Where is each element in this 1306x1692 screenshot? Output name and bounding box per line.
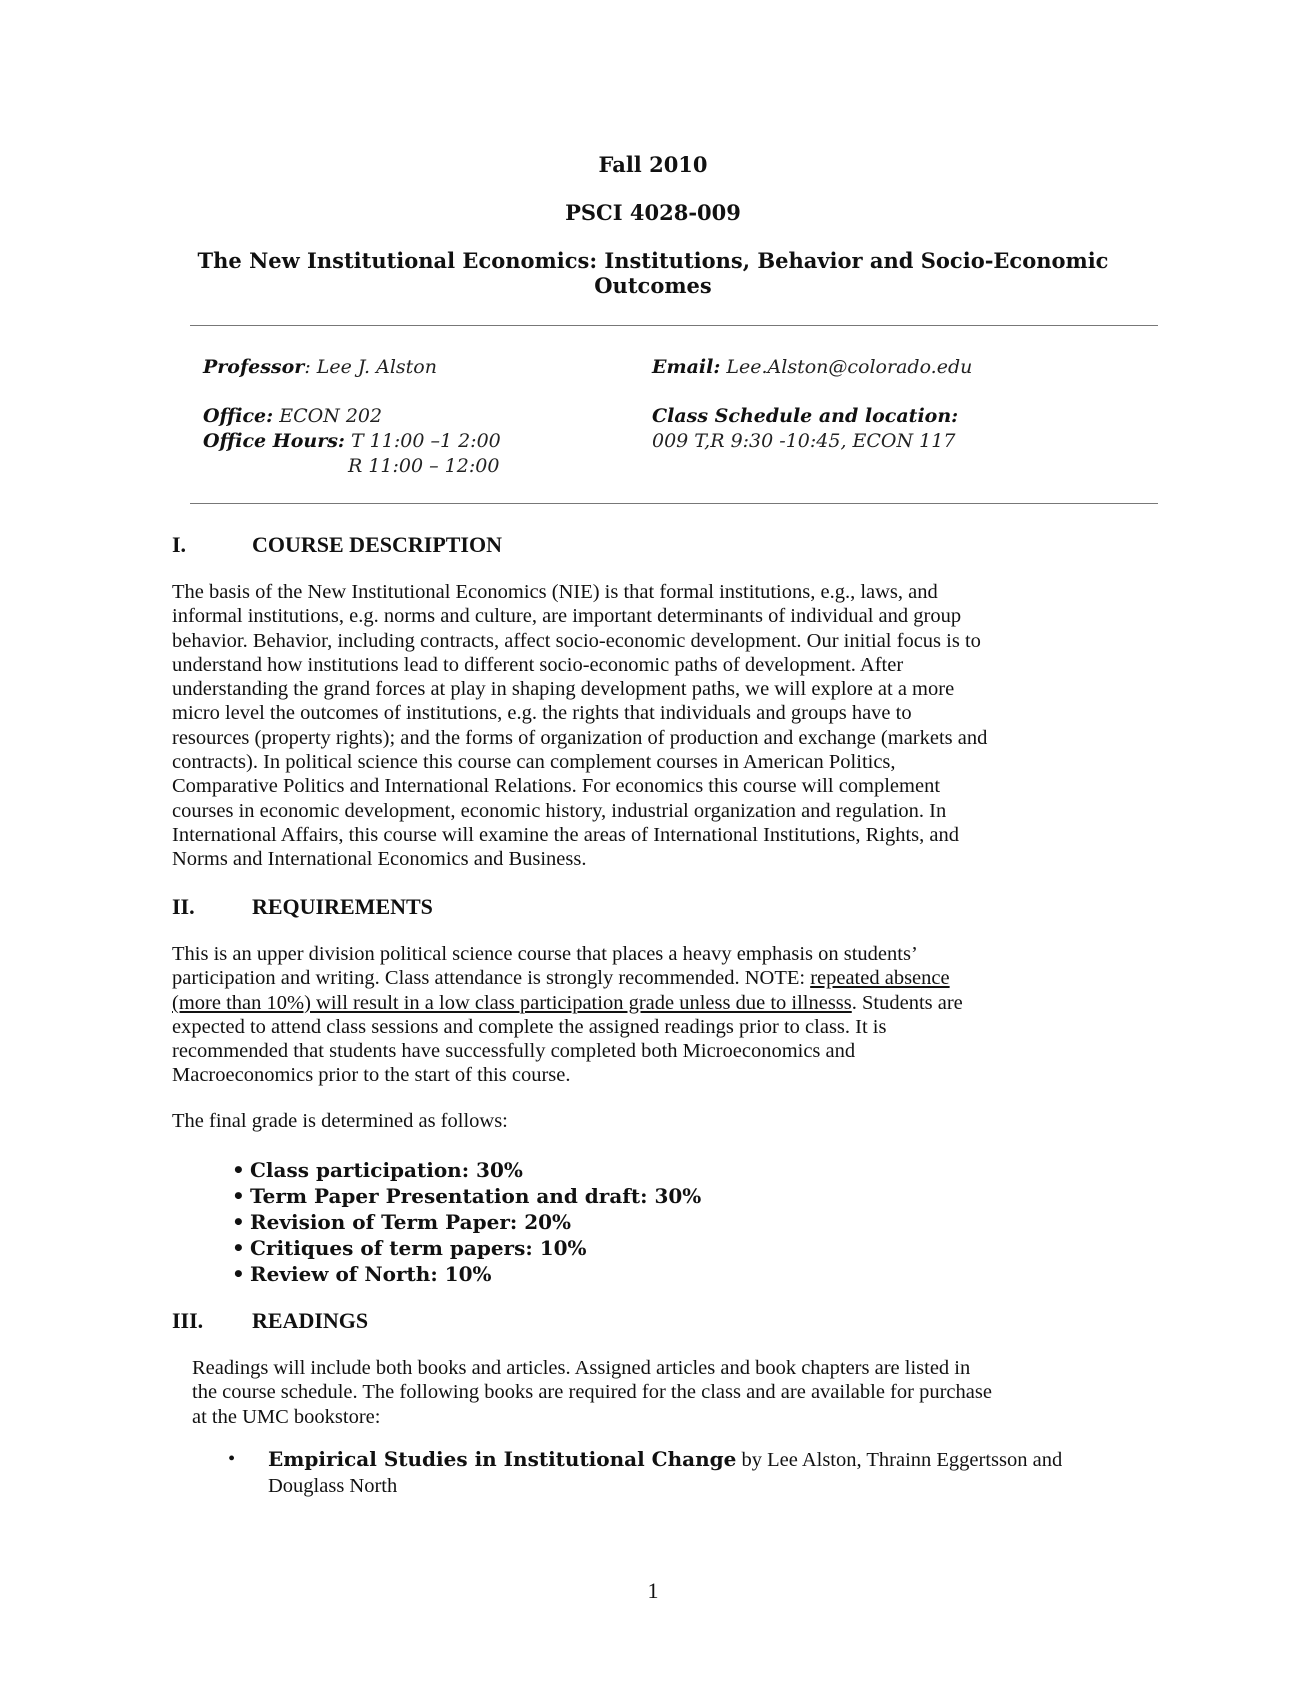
paragraph-line: understand how institutions lead to different socio-economic paths of development. After [172,653,904,676]
office-info [203,404,501,479]
course-title [0,248,1306,298]
page-number: 1 [647,1578,659,1603]
section-number: II. [172,894,195,919]
section-requirements [172,894,433,920]
bottom-divider [190,503,1158,504]
list-item: • Class participation: 30% [232,1157,701,1183]
paragraph-line: The basis of the New Institutional Economics (NIE) is that formal institutions, e.g., laws, and [172,581,938,603]
section-course-description [172,532,502,558]
section-readings [172,1308,368,1334]
course-code-heading: PSCI 4028-009 [565,200,741,225]
list-item: • Term Paper Presentation and draft: 30% [232,1183,701,1209]
required-book-item [228,1446,1128,1499]
course-description-paragraph [172,580,1122,872]
office-hours-value-1: T 11:00 –1 2:00 [344,430,501,452]
section-title: READINGS [252,1308,369,1333]
professor-label: Professor [203,356,305,378]
term-heading: Fall 2010 [598,152,708,177]
course-title-line-2: Outcomes [594,273,712,298]
paragraph-line: Norms and International Economics and Business. [172,848,587,871]
paragraph-line: micro level the outcomes of institutions, e.g. the rights that individuals and groups have to [172,702,912,725]
paragraph-line: contracts). In political science this course can complement courses in American Politics, [172,751,896,774]
paragraph-line: at the UMC bookstore: [192,1405,381,1428]
requirements-paragraph [172,942,1122,1088]
section-number: I. [172,532,187,557]
schedule-info [652,404,958,454]
paragraph-line: Readings will include both books and articles. Assigned articles and book chapters are listed in [192,1357,971,1379]
paragraph-line: expected to attend class sessions and complete the assigned readings prior to class. It is [172,1015,887,1038]
readings-paragraph [192,1356,1142,1429]
book-title: Empirical Studies in Institutional Change [268,1447,737,1471]
office-label: Office: [203,405,274,427]
attendance-warning-cont: (more than 10%) will result in a low class participation grade unless due to illnesss [172,991,852,1014]
grade-intro: The final grade is determined as follows: [172,1110,508,1132]
professor-info [203,355,437,380]
paragraph-line: This is an upper division political science course that places a heavy emphasis on students’ [172,943,918,965]
paragraph-line: (more than 10%) will result in a low class participation grade unless due to illnesss. Students are [172,991,963,1014]
email-info [652,355,972,380]
book-authors: by Lee Alston, Thrainn Eggertsson and [736,1449,1063,1471]
bullet-glyph: • [228,1448,236,1470]
list-item: • Review of North: 10% [232,1261,701,1287]
section-number: III. [172,1308,204,1333]
top-divider [190,325,1158,326]
book-authors-cont: Douglass North [268,1475,398,1497]
office-hours-label: Office Hours: [203,430,345,452]
grade-breakdown-list [232,1157,701,1287]
office-hours-value-2: R 11:00 – 12:00 [348,455,500,477]
list-item: • Critiques of term papers: 10% [232,1235,701,1261]
schedule-label: Class Schedule and location: [652,405,959,427]
office-value: ECON 202 [273,405,383,427]
list-item: • Revision of Term Paper: 20% [232,1209,701,1235]
section-title: COURSE DESCRIPTION [252,532,502,557]
attendance-warning: repeated absence [810,967,950,990]
course-title-line-1: The New Institutional Economics: Institutions, Behavior and Socio-Economic [197,248,1109,273]
paragraph-line: participation and writing. Class attendance is strongly recommended. NOTE: repeated absence [172,967,950,990]
paragraph-line: recommended that students have successfully completed both Microeconomics and [172,1040,856,1063]
paragraph-line: International Affairs, this course will examine the areas of International Institutions, Rights, and [172,823,959,846]
paragraph-line: understanding the grand forces at play in shaping development paths, we will explore at a more [172,678,955,701]
professor-value: : Lee J. Alston [304,356,437,378]
paragraph-line: behavior. Behavior, including contracts, affect socio-economic development. Our initial focus is to [172,629,981,652]
paragraph-line: resources (property rights); and the forms of organization of production and exchange (markets and [172,726,988,749]
schedule-value: 009 T,R 9:30 -10:45, ECON 117 [652,430,956,452]
paragraph-line: Macroeconomics prior to the start of this course. [172,1064,571,1087]
section-title: REQUIREMENTS [252,894,433,919]
paragraph-line: the course schedule. The following books are required for the class and are available for purchase [192,1381,992,1404]
email-value: Lee.Alston@colorado.edu [720,356,973,378]
paragraph-line: informal institutions, e.g. norms and culture, are important determinants of individual and group [172,605,962,628]
paragraph-line: courses in economic development, economic history, industrial organization and regulation. In [172,799,947,822]
email-label: Email: [652,356,721,378]
paragraph-line: Comparative Politics and International Relations. For economics this course will complement [172,775,941,798]
